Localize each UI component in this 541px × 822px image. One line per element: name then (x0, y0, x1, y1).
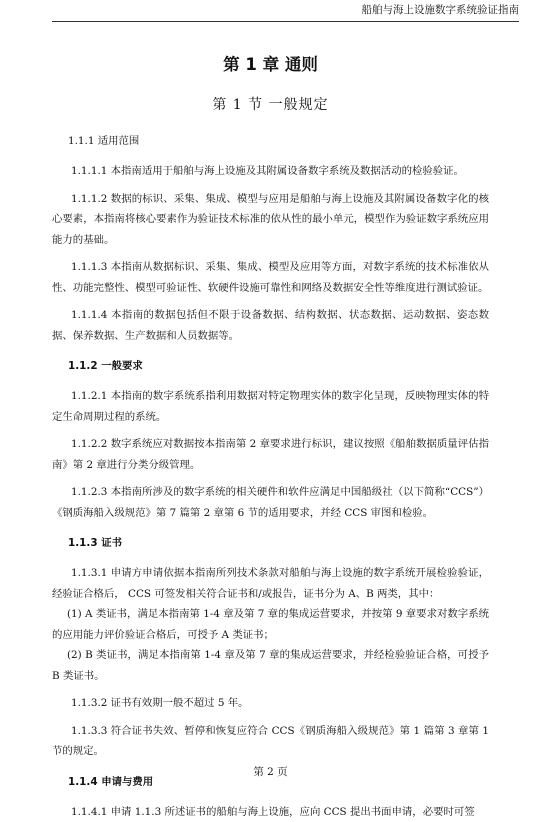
running-header-title: 船舶与海上设施数字系统验证指南 (362, 4, 520, 16)
clause-1-1-3-3: 1.1.3.3 符合证书失效、暂停和恢复应符合 CCS《钢质海船入级规范》第 1 篇第 3 章第 1 节的规定。 (52, 721, 489, 762)
clause-1-1-2-1: 1.1.2.1 本指南的数字系统系指利用数据对特定物理实体的数字化呈现，反映物理实体的特定生命周期过程的系统。 (52, 386, 489, 427)
clause-1-1-1-1: 1.1.1.1 本指南适用于船舶与海上设施及其附属设备数字系统及数据活动的检验验证。 (52, 161, 489, 182)
clause-1-1-1-3: 1.1.1.3 本指南从数据标识、采集、集成、模型及应用等方面，对数字系统的技术标准依从性、功能完整性、模型可验证性、软硬件设施可靠性和网络及数据安全性等维度进行测试验证。 (52, 257, 489, 298)
clause-1-1-2-3: 1.1.2.3 本指南所涉及的数字系统的相关硬件和软件应满足中国船级社（以下简称“CCS”）《钢质海船入级规范》第 7 篇第 2 章第 6 节的适用要求，并经 CCS 审图和检验。 (52, 482, 489, 523)
header-rule (52, 21, 519, 22)
clause-1-1-1-2: 1.1.1.2 数据的标识、采集、集成、模型与应用是船舶与海上设施及其附属设备数字化的核心要素，本指南将核心要素作为验证技术标准的依从性的最小单元，模型作为验证数字系统应用能力的基础。 (52, 189, 489, 251)
subsection-heading-1-1-4: 1.1.4 申请与费用 (52, 774, 489, 790)
clause-1-1-4-1: 1.1.4.1 申请 1.1.3 所述证书的船舶与海上设施，应向 CCS 提出书面申请，必要时可签 (52, 802, 489, 822)
clause-1-1-3-2: 1.1.3.2 证书有效期一般不超过 5 年。 (52, 693, 489, 714)
subsection-heading-1-1-2: 1.1.2 一般要求 (52, 358, 489, 374)
clause-1-1-1-4: 1.1.1.4 本指南的数据包括但不限于设备数据、结构数据、状态数据、运动数据、姿态数据、保养数据、生产数据和人员数据等。 (52, 305, 489, 346)
subsection-heading-1-1-1: 1.1.1 适用范围 (52, 133, 489, 149)
clause-1-1-3-1-item-1: (1) A 类证书，满足本指南第 1-4 章及第 7 章的集成运营要求，并按第 9 章要求对数字系统的应用能力评价验证合格后，可授予 A 类证书； (52, 604, 489, 645)
clause-1-1-3-1: 1.1.3.1 申请方申请依据本指南所列技术条款对船舶与海上设施的数字系统开展检验验证，经验证合格后， CCS 可签发相关符合证书和/或报告，证书分为 A、B 两类，其中： (52, 563, 489, 604)
clause-1-1-3-1-item-2: (2) B 类证书，满足本指南第 1-4 章及第 7 章的集成运营要求，并经检验验证合格，可授予 B 类证书。 (52, 645, 489, 686)
document-body (52, 133, 489, 822)
running-header (0, 0, 541, 21)
page-number: 第 2 页 (0, 764, 541, 779)
chapter-title: 第 1 章 通则 (0, 54, 541, 76)
section-title: 第 1 节 一般规定 (0, 95, 541, 115)
clause-1-1-2-2: 1.1.2.2 数字系统应对数据按本指南第 2 章要求进行标识，建议按照《船舶数据质量评估指南》第 2 章进行分类分级管理。 (52, 434, 489, 475)
subsection-heading-1-1-3: 1.1.3 证书 (52, 535, 489, 551)
